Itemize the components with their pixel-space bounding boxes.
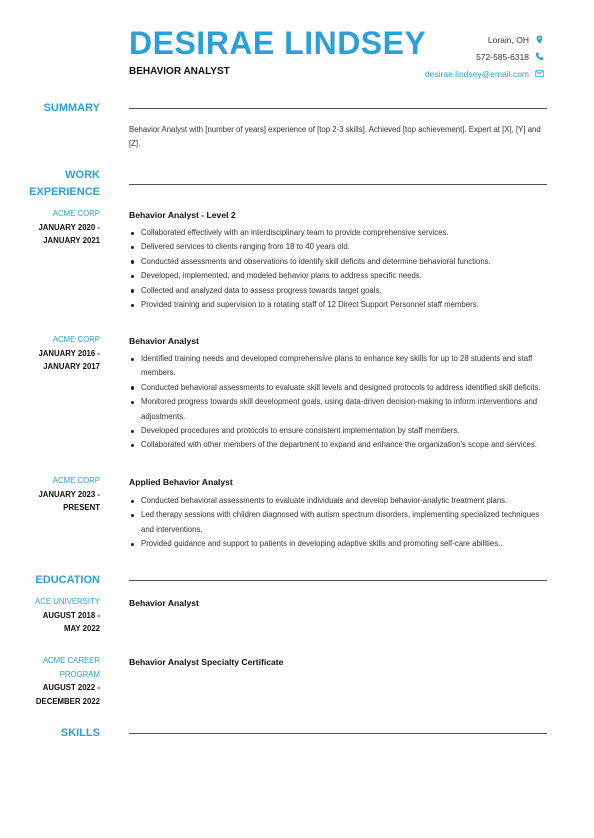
phone-text: 572-585-6318 (476, 51, 529, 62)
experience-heading-line1: WORK (65, 169, 100, 181)
experience-heading (29, 167, 100, 201)
candidate-name: DESIRAE LINDSEY (129, 25, 427, 61)
list-item: Provided training and supervision to a rotating staff of 12 Direct Support Personnel staff members. (129, 298, 547, 312)
job-role: Behavior Analyst (129, 336, 199, 346)
summary-divider (129, 108, 547, 109)
job-dates-end: PRESENT (63, 503, 100, 512)
list-item: Monitored progress towards skill development goals, using data-driven decision-making to inform interventions and adjustments. (129, 395, 547, 424)
list-item: Delivered services to clients ranging from 18 to 40 years old. (129, 240, 547, 254)
skills-heading: SKILLS (60, 727, 100, 739)
list-item: Identified training needs and developed comprehensive plans to enhance key skills for up to 28 students and staff members. (129, 352, 547, 381)
list-item: Collected and analyzed data to assess progress towards target goals. (129, 284, 547, 298)
list-item: Provided guidance and support to patients in developing adaptive skills and promoting self-care abilities.. (129, 537, 547, 551)
summary-heading: SUMMARY (43, 102, 100, 114)
list-item: Collaborated with other members of the department to expand and enhance the organization's scope and services. (129, 438, 547, 452)
job-dates-start: JANUARY 2020 - (38, 222, 100, 232)
email-link[interactable]: desirae.lindsey@email.com (424, 68, 529, 79)
job-dates-end: JANUARY 2017 (43, 362, 100, 371)
experience-heading-line2: EXPERIENCE (29, 186, 100, 198)
job-bullets (129, 226, 547, 312)
education-divider (129, 580, 547, 581)
job-dates-start: JANUARY 2016 - (38, 348, 100, 358)
list-item: Collaborated effectively with an interdisciplinary team to provide comprehensive services. (129, 226, 547, 240)
job-bullets (129, 494, 547, 552)
job-company: ACME CORP (52, 209, 100, 218)
education-heading: EDUCATION (35, 574, 100, 586)
job-bullets (129, 352, 547, 453)
education-dates-end: DECEMBER 2022 (35, 696, 100, 706)
list-item: Developed procedures and protocols to ensure consistent implementation by staff members. (129, 424, 547, 438)
education-meta (5, 595, 100, 636)
job-role: Applied Behavior Analyst (129, 477, 233, 487)
education-institution: ACE UNIVERSITY (35, 597, 100, 606)
education-dates-start: AUGUST 2018 - (42, 610, 100, 620)
job-meta (5, 474, 100, 515)
job-role: Behavior Analyst - Level 2 (129, 210, 236, 220)
contact-email[interactable] (425, 65, 544, 82)
education-meta (5, 654, 100, 708)
education-dates-start: AUGUST 2022 - (42, 683, 100, 692)
list-item: Conducted assessments and observations to identify skill deficits and determine behavioral functions. (129, 255, 547, 269)
education-degree: Behavior Analyst Specialty Certificate (129, 657, 284, 667)
job-meta (5, 333, 100, 374)
summary-text: Behavior Analyst with [number of years] experience of [top 2-3 skills]. Achieved [top achievement]. Expert at [X], [Y] and [Z]. (129, 125, 541, 148)
job-dates-end: JANUARY 2021 (43, 236, 100, 245)
phone-icon (535, 52, 544, 61)
job-company: ACME CORP (52, 476, 100, 485)
envelope-icon (535, 69, 544, 78)
contact-phone (425, 48, 544, 65)
education-degree: Behavior Analyst (129, 598, 199, 608)
contact-block (425, 31, 544, 82)
candidate-title: BEHAVIOR ANALYST (129, 66, 230, 77)
experience-divider (129, 184, 547, 185)
job-dates-start: JANUARY 2023 - (38, 489, 100, 499)
skills-divider (129, 733, 547, 734)
job-meta (5, 207, 100, 248)
contact-location (425, 31, 544, 48)
list-item: Led therapy sessions with children diagnosed with autism spectrum disorders, implementing specialized techniques and interventions. (129, 508, 547, 537)
education-institution-line1: ACME CAREER (42, 656, 100, 665)
list-item: Conducted behavioral assessments to evaluate skill levels and designed protocols to address identified skill deficits. (129, 381, 547, 395)
education-institution-line2: PROGRAM (59, 669, 100, 679)
list-item: Developed, implemented, and modeled behavior plans to address specific needs. (129, 269, 547, 283)
education-dates-end: MAY 2022 (64, 624, 100, 633)
job-company: ACME CORP (52, 335, 100, 344)
map-pin-icon (535, 35, 544, 44)
list-item: Conducted behavioral assessments to evaluate individuals and develop behavior-analytic treatment plans. (129, 494, 547, 508)
location-text: Lorain, OH (487, 34, 529, 45)
